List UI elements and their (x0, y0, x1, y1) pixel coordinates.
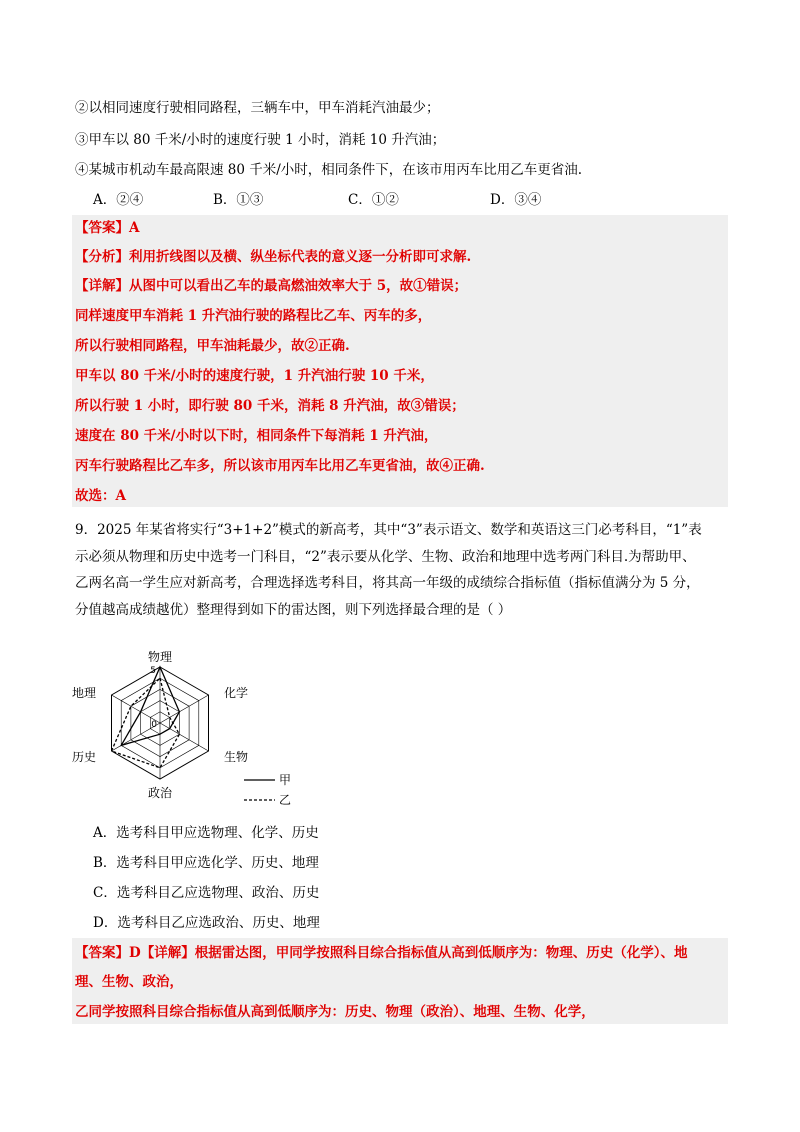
q9-answer-line-3: 乙同学按照科目综合指标值从高到低顺序为：历史、物理（政治）、地理、生物、化学， (75, 1004, 595, 1020)
q9-answer-line-1: 【答案】D【详解】根据雷达图，甲同学按照科目综合指标值从高到低顺序为：物理、历史（化学）、地 (75, 945, 688, 961)
q8-option-a: A．②④ (93, 192, 144, 208)
q9-answer-line-2: 理、生物、政治， (75, 974, 183, 990)
q9-choice-c: C．选考科目乙应选物理、政治、历史 (93, 885, 320, 901)
legend-label: 乙 (279, 793, 292, 807)
radar-axis-label: 地理 (72, 686, 96, 700)
radar-axis-label: 政治 (147, 786, 173, 800)
radar-axis-label: 历史 (72, 750, 96, 764)
answer-label: 【答案】A (75, 220, 140, 236)
q9-choice-a: A．选考科目甲应选物理、化学、历史 (93, 825, 319, 841)
q9-line: 分值越高成绩越优）整理得到如下的雷达图，则下列选择最合理的是（ ） (75, 601, 512, 618)
question-9 (75, 517, 725, 623)
final-choice: 故选：A (75, 488, 126, 504)
radar-series-yi (112, 678, 180, 768)
radar-axis-label: 物理 (147, 650, 173, 664)
radar-tick-label: 0 (151, 720, 157, 730)
q9-choice-b: B．选考科目甲应选化学、历史、地理 (93, 855, 319, 871)
statement-4: ④某城市机动车最高限速 80 千米/小时，相同条件下，在该市用丙车比用乙车更省油. (75, 162, 583, 178)
legend-label: 甲 (279, 773, 292, 787)
detail-line-7: 丙车行驶路程比乙车多，所以该市用丙车比用乙车更省油，故④正确. (75, 458, 485, 474)
q9-line: 乙两名高一学生应对新高考，合理选择选考科目，将其高一年级的成绩综合指标值（指标值满分为 5 分， (75, 575, 700, 591)
detail-line-1: 【详解】从图中可以看出乙车的最高燃油效率大于 5，故①错误； (75, 278, 468, 294)
detail-line-2: 同样速度甲车消耗 1 升汽油行驶的路程比乙车、丙车的多， (75, 308, 432, 324)
detail-line-5: 所以行驶 1 小时，即行驶 80 千米，消耗 8 升汽油，故③错误； (75, 398, 465, 414)
statement-2: ②以相同速度行驶相同路程，三辆车中，甲车消耗汽油最少； (75, 100, 440, 116)
radar-axis-label: 生物 (224, 750, 249, 764)
q8-option-d: D．③④ (490, 192, 542, 208)
q8-option-b: B．①③ (213, 192, 264, 208)
detail-line-4: 甲车以 80 千米/小时的速度行驶，1 升汽油行驶 10 千米， (75, 368, 434, 384)
radar-tick-label: 5 (150, 666, 156, 676)
radar-axis-label: 化学 (224, 686, 249, 700)
q9-line: 9．2025 年某省将实行“3+1+2”模式的新高考，其中“3”表示语文、数学和英语这三门必考科目，“1”表 (75, 522, 702, 538)
q8-option-c: C．①② (348, 192, 399, 208)
q9-choice-d: D．选考科目乙应选政治、历史、地理 (93, 915, 320, 931)
q9-line: 示必须从物理和历史中选考一门科目，“2”表示要从化学、生物、政治和地理中选考两门科目.为帮助甲、 (75, 548, 696, 565)
statement-3: ③甲车以 80 千米/小时的速度行驶 1 小时，消耗 10 升汽油； (75, 132, 446, 148)
radar-spoke (160, 723, 208, 751)
analysis-text: 【分析】利用折线图以及横、纵坐标代表的意义逐一分析即可求解. (75, 249, 472, 265)
detail-line-3: 所以行驶相同路程，甲车油耗最少，故②正确. (75, 338, 350, 354)
radar-spoke (112, 695, 160, 723)
detail-line-6: 速度在 80 千米/小时以下时，相同条件下每消耗 1 升汽油， (75, 428, 438, 444)
radar-chart (72, 648, 302, 818)
